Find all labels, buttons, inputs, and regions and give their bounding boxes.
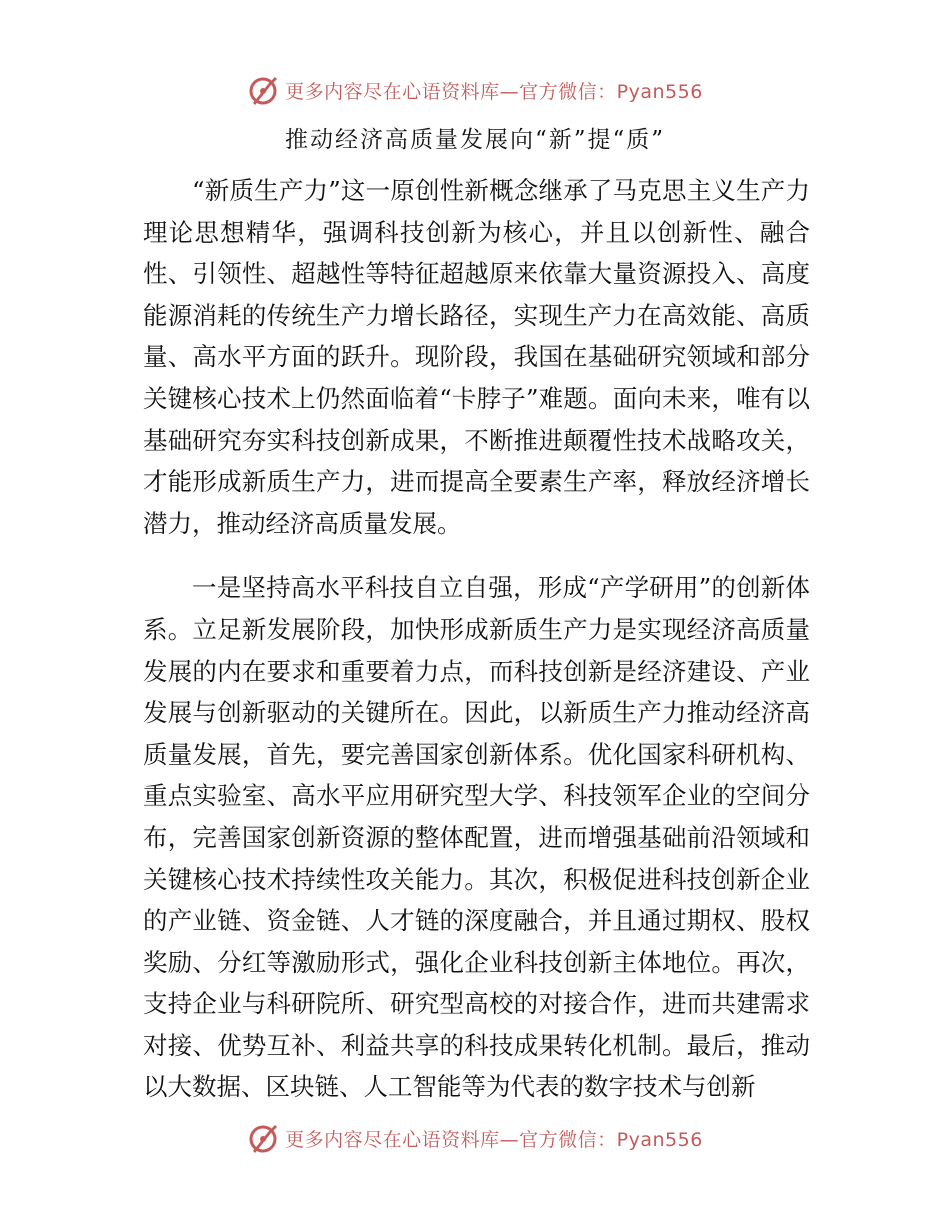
pen-logo-icon <box>247 1121 281 1155</box>
header-watermark-banner <box>0 70 950 110</box>
paragraph-2: 一是坚持高水平科技自立自强，形成“产学研用”的创新体系。立足新发展阶段，加快形成新质生产力是实现经济高质量发展的内在要求和重要着力点，而科技创新是经济建设、产业发展与创新驱动的关键所在。因此，以新质生产力推动经济高质量发展，首先，要完善国家创新体系。优化国家科研机构、重点实验室、高水平应用研究型大学、科技领军企业的空间分布，完善国家创新资源的整体配置，进而增强基础前沿领域和关键核心技术持续性攻关能力。其次，积极促进科技创新企业的产业链、资金链、人才链的深度融合，并且通过期权、股权奖励、分红等激励形式，强化企业科技创新主体地位。再次，支持企业与科研院所、研究型高校的对接合作，进而共建需求对接、优势互补、利益共享的科技成果转化机制。最后，推动以大数据、区块链、人工智能等为代表的数字技术与创新 <box>143 573 810 1102</box>
document-title: 推动经济高质量发展向“新”提“质” <box>284 127 666 153</box>
paragraph-1: “新质生产力”这一原创性新概念继承了马克思主义生产力理论思想精华，强调科技创新为核心，并且以创新性、融合性、引领性、超越性等特征超越原来依靠大量资源投入、高度能源消耗的传统生产力增长路径，实现生产力在高效能、高质量、高水平方面的跃升。现阶段，我国在基础研究领域和部分关键核心技术上仍然面临着“卡脖子”难题。面向未来，唯有以基础研究夯实科技创新成果，不断推进颠覆性技术战略攻关，才能形成新质生产力，进而提高全要素生产率，释放经济增长潜力，推动经济高质量发展。 <box>143 176 810 538</box>
watermark-text: 更多内容尽在心语资料库—官方微信：Pyan556 <box>285 1128 703 1151</box>
watermark-text: 更多内容尽在心语资料库—官方微信：Pyan556 <box>285 80 703 103</box>
footer-watermark-banner <box>0 1118 950 1158</box>
document-body <box>143 170 810 1108</box>
pen-logo-icon <box>247 73 281 107</box>
